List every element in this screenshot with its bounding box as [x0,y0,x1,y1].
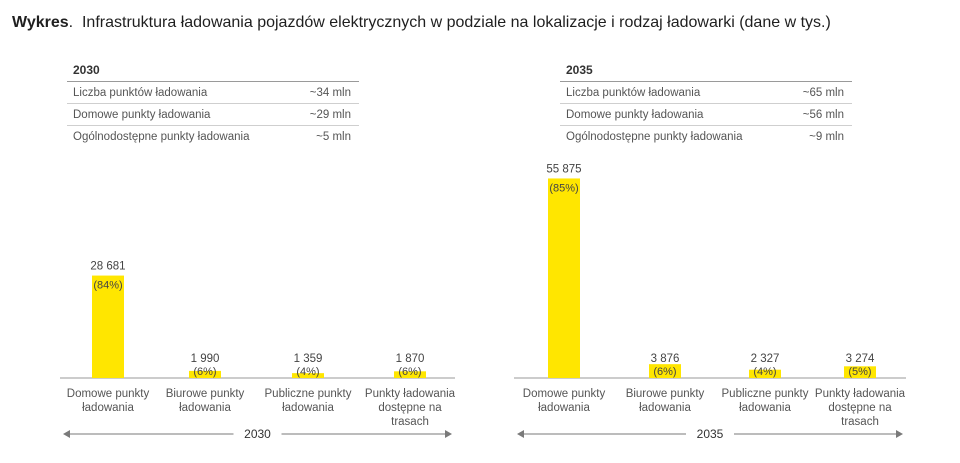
summary-value: ~65 mln [802,87,844,99]
share-label: (6%) [653,366,677,378]
value-label: 55 875 [546,163,582,176]
category-label: Domowe punkty ładowania [66,388,150,414]
arrow-right-icon [445,430,452,438]
value-label: 3 274 [845,353,875,365]
arrow-left-icon [517,430,524,438]
category-label: Biurowe punkty ładowania [165,388,245,414]
value-label: 1 990 [190,353,220,365]
summary-label: Domowe punkty ładowania [73,109,211,121]
summary-label: Domowe punkty ładowania [566,109,704,121]
period-label: 2030 [244,427,271,441]
share-label: (6%) [193,366,217,378]
summary-value: ~5 mln [316,131,351,143]
chart-title: Wykres. Infrastruktura ładowania pojazdów elektrycznych w podziale na lokalizacje i rodzaj ładowarki (dane w tys.) [12,14,831,31]
category-label: Punkty ładowania dostępne na trasach [814,388,906,428]
category-label: Domowe punkty ładowania [522,388,606,414]
title-text: Infrastruktura ładowania pojazdów elektrycznych w podziale na lokalizacje i rodzaj ładowarki (dane w tys.) [81,14,831,31]
value-label: 1 359 [293,353,323,365]
share-label: (85%) [549,182,579,195]
category-label: Punkty ładowania dostępne na trasach [364,388,456,428]
share-label: (6%) [398,366,422,378]
category-label: Publiczne punkty ładowania [721,388,809,414]
value-label: 28 681 [90,260,126,273]
title-prefix: Wykres [12,14,69,31]
period-label: 2035 [696,427,724,441]
arrow-left-icon [63,430,70,438]
value-label: 2 327 [750,353,780,365]
bar [548,178,580,378]
category-label: Biurowe punkty ładowania [625,388,705,414]
value-label: 3 876 [650,353,680,365]
summary-value: ~34 mln [309,87,351,99]
value-label: 1 870 [395,353,425,365]
share-label: (4%) [753,366,777,378]
arrow-right-icon [896,430,903,438]
summary-value: ~9 mln [809,131,844,143]
summary-value: ~56 mln [802,109,844,121]
share-label: (84%) [93,279,123,292]
summary-label: Ogólnodostępne punkty ładowania [73,131,250,143]
summary-label: Liczba punktów ładowania [73,87,208,99]
share-label: (4%) [296,366,320,378]
summary-value: ~29 mln [309,109,351,121]
summary-year: 2035 [560,63,852,82]
summary-label: Liczba punktów ładowania [566,87,701,99]
summary-year: 2030 [67,63,359,82]
share-label: (5%) [848,366,872,378]
summary-label: Ogólnodostępne punkty ładowania [566,131,743,143]
category-label: Publiczne punkty ładowania [264,388,352,414]
